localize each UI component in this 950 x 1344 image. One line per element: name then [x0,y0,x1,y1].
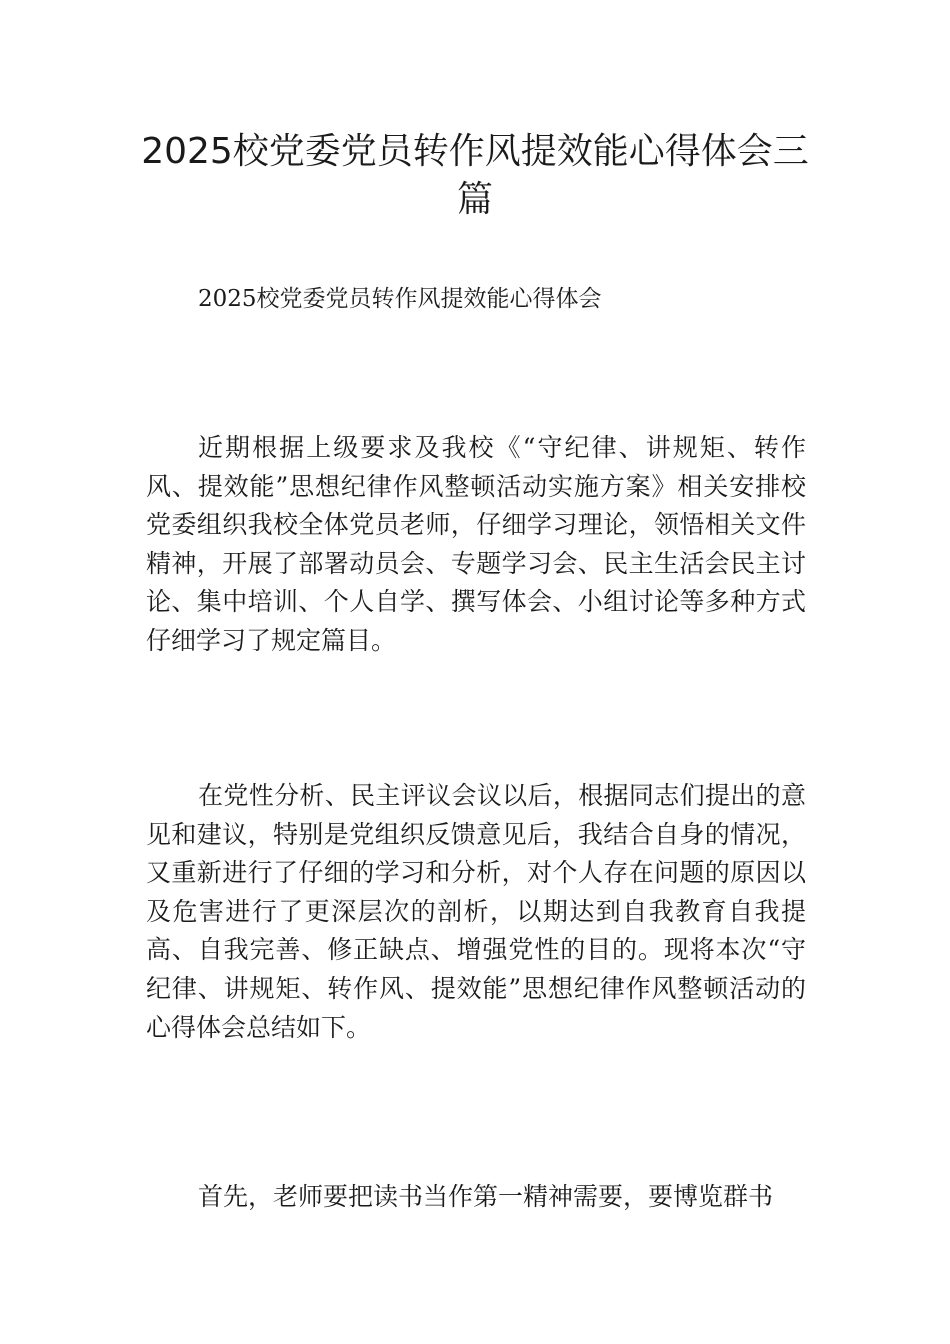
body-paragraph-2: 在党性分析、民主评议会议以后，根据同志们提出的意见和建议，特别是党组织反馈意见后，我结合自身的情况，又重新进行了仔细的学习和分析，对个人存在问题的原因以及危害进行了更深层次的剖析，以期达到自我教育自我提高、自我完善、修正缺点、增强党性的目的。现将本次“守纪律、讲规矩、转作风、提效能”思想纪律作风整顿活动的心得体会总结如下。 [146,781,806,1042]
body-paragraph-3: 首先，老师要把读书当作第一精神需要，要博览群书 [198,1182,774,1211]
document-subtitle: 2025校党委党员转作风提效能心得体会 [198,286,602,312]
body-paragraph-1: 近期根据上级要求及我校《“守纪律、讲规矩、转作风、提效能”思想纪律作风整顿活动实施方案》相关安排校党委组织我校全体党员老师，仔细学习理论，领悟相关文件精神，开展了部署动员会、专题学习会、民主生活会民主讨论、集中培训、个人自学、撰写体会、小组讨论等多种方式仔细学习了规定篇目。 [146,433,806,655]
document-title: 2025校党委党员转作风提效能心得体会三篇 [141,131,809,220]
